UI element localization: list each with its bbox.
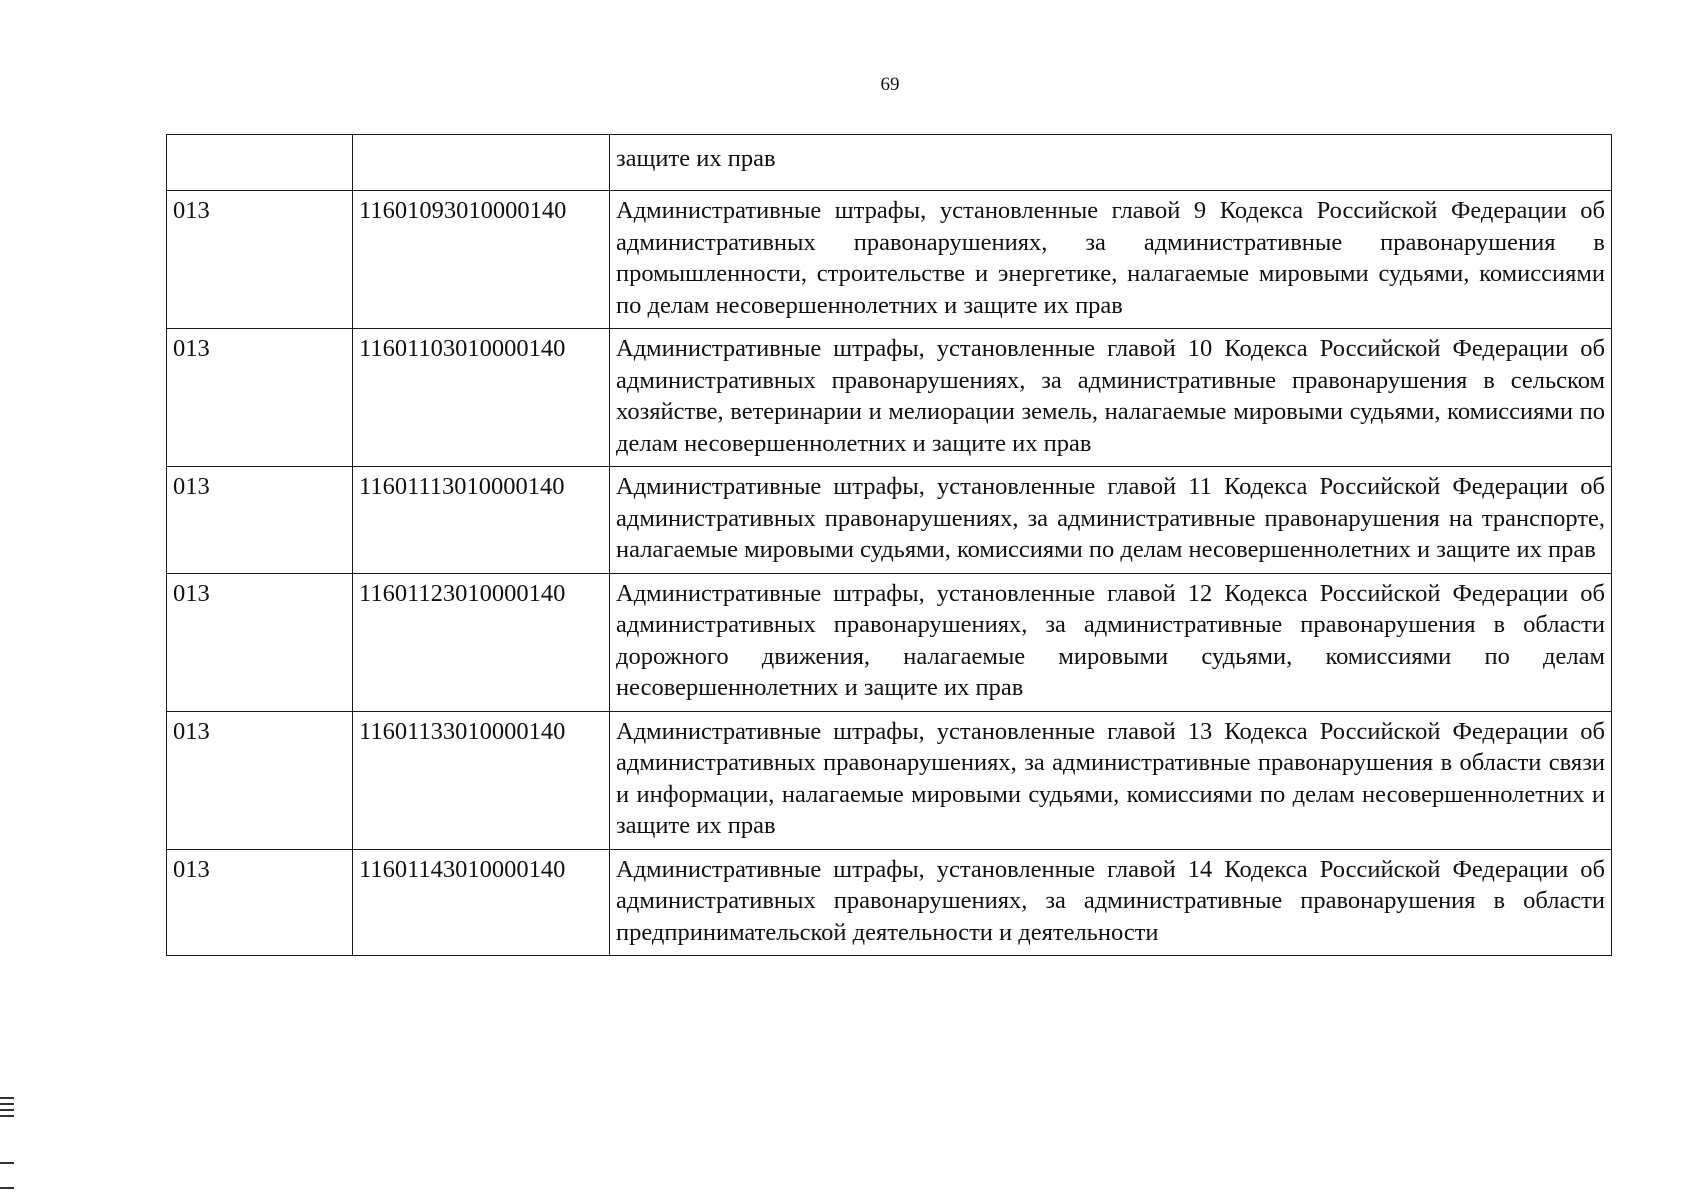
scan-mark xyxy=(0,1115,14,1117)
admin-code-cell: 013 xyxy=(167,711,353,849)
description-cell: Административные штрафы, установленные главой 9 Кодекса Российской Федерации об административных правонарушениях, за административные правонарушения в промышленности, строительстве и энергетике, налагаемые мировыми судьями, комиссиями по делам несовершеннолетних и защите их прав xyxy=(610,191,1612,329)
description-cell: Административные штрафы, установленные главой 14 Кодекса Российской Федерации об административных правонарушениях, за административные правонарушения в области предпринимательской деятельности и деятельности xyxy=(610,849,1612,956)
kbk-cell: 11601113010000140 xyxy=(353,467,610,574)
kbk-cell: 11601133010000140 xyxy=(353,711,610,849)
scan-mark xyxy=(0,1103,14,1105)
scan-mark xyxy=(0,1109,14,1111)
scan-mark xyxy=(0,1162,14,1164)
table-row xyxy=(167,849,1612,956)
kbk-cell: 11601123010000140 xyxy=(353,573,610,711)
description-cell: Административные штрафы, установленные главой 11 Кодекса Российской Федерации об административных правонарушениях, за административные правонарушения на транспорте, налагаемые мировыми судьями, комиссиями по делам несовершеннолетних и защите их прав xyxy=(610,467,1612,574)
table-row xyxy=(167,467,1612,574)
description-cell: Административные штрафы, установленные главой 13 Кодекса Российской Федерации об административных правонарушениях, за административные правонарушения в области связи и информации, налагаемые мировыми судьями, комиссиями по делам несовершеннолетних и защите их прав xyxy=(610,711,1612,849)
admin-code-cell: 013 xyxy=(167,467,353,574)
description-cell: Административные штрафы, установленные главой 12 Кодекса Российской Федерации об административных правонарушениях, за административные правонарушения в области дорожного движения, налагаемые мировыми судьями, комиссиями по делам несовершеннолетних и защите их прав xyxy=(610,573,1612,711)
kbk-cell: 11601093010000140 xyxy=(353,191,610,329)
admin-code-cell: 013 xyxy=(167,191,353,329)
page-number: 69 xyxy=(880,74,900,95)
kbk-cell: 11601103010000140 xyxy=(353,329,610,467)
table-row xyxy=(167,135,1612,191)
scan-mark xyxy=(0,1187,14,1189)
scan-mark xyxy=(0,1097,14,1099)
kbk-cell xyxy=(353,135,610,191)
table-row xyxy=(167,191,1612,329)
table-row xyxy=(167,573,1612,711)
description-cell: защите их прав xyxy=(610,135,1612,191)
admin-code-cell xyxy=(167,135,353,191)
admin-code-cell: 013 xyxy=(167,573,353,711)
fees-table xyxy=(166,134,1612,956)
admin-code-cell: 013 xyxy=(167,329,353,467)
kbk-cell: 11601143010000140 xyxy=(353,849,610,956)
description-cell: Административные штрафы, установленные главой 10 Кодекса Российской Федерации об административных правонарушениях, за административные правонарушения в сельском хозяйстве, ветеринарии и мелиорации земель, налагаемые мировыми судьями, комиссиями по делам несовершеннолетних и защите их прав xyxy=(610,329,1612,467)
admin-code-cell: 013 xyxy=(167,849,353,956)
table-row xyxy=(167,329,1612,467)
table-row xyxy=(167,711,1612,849)
